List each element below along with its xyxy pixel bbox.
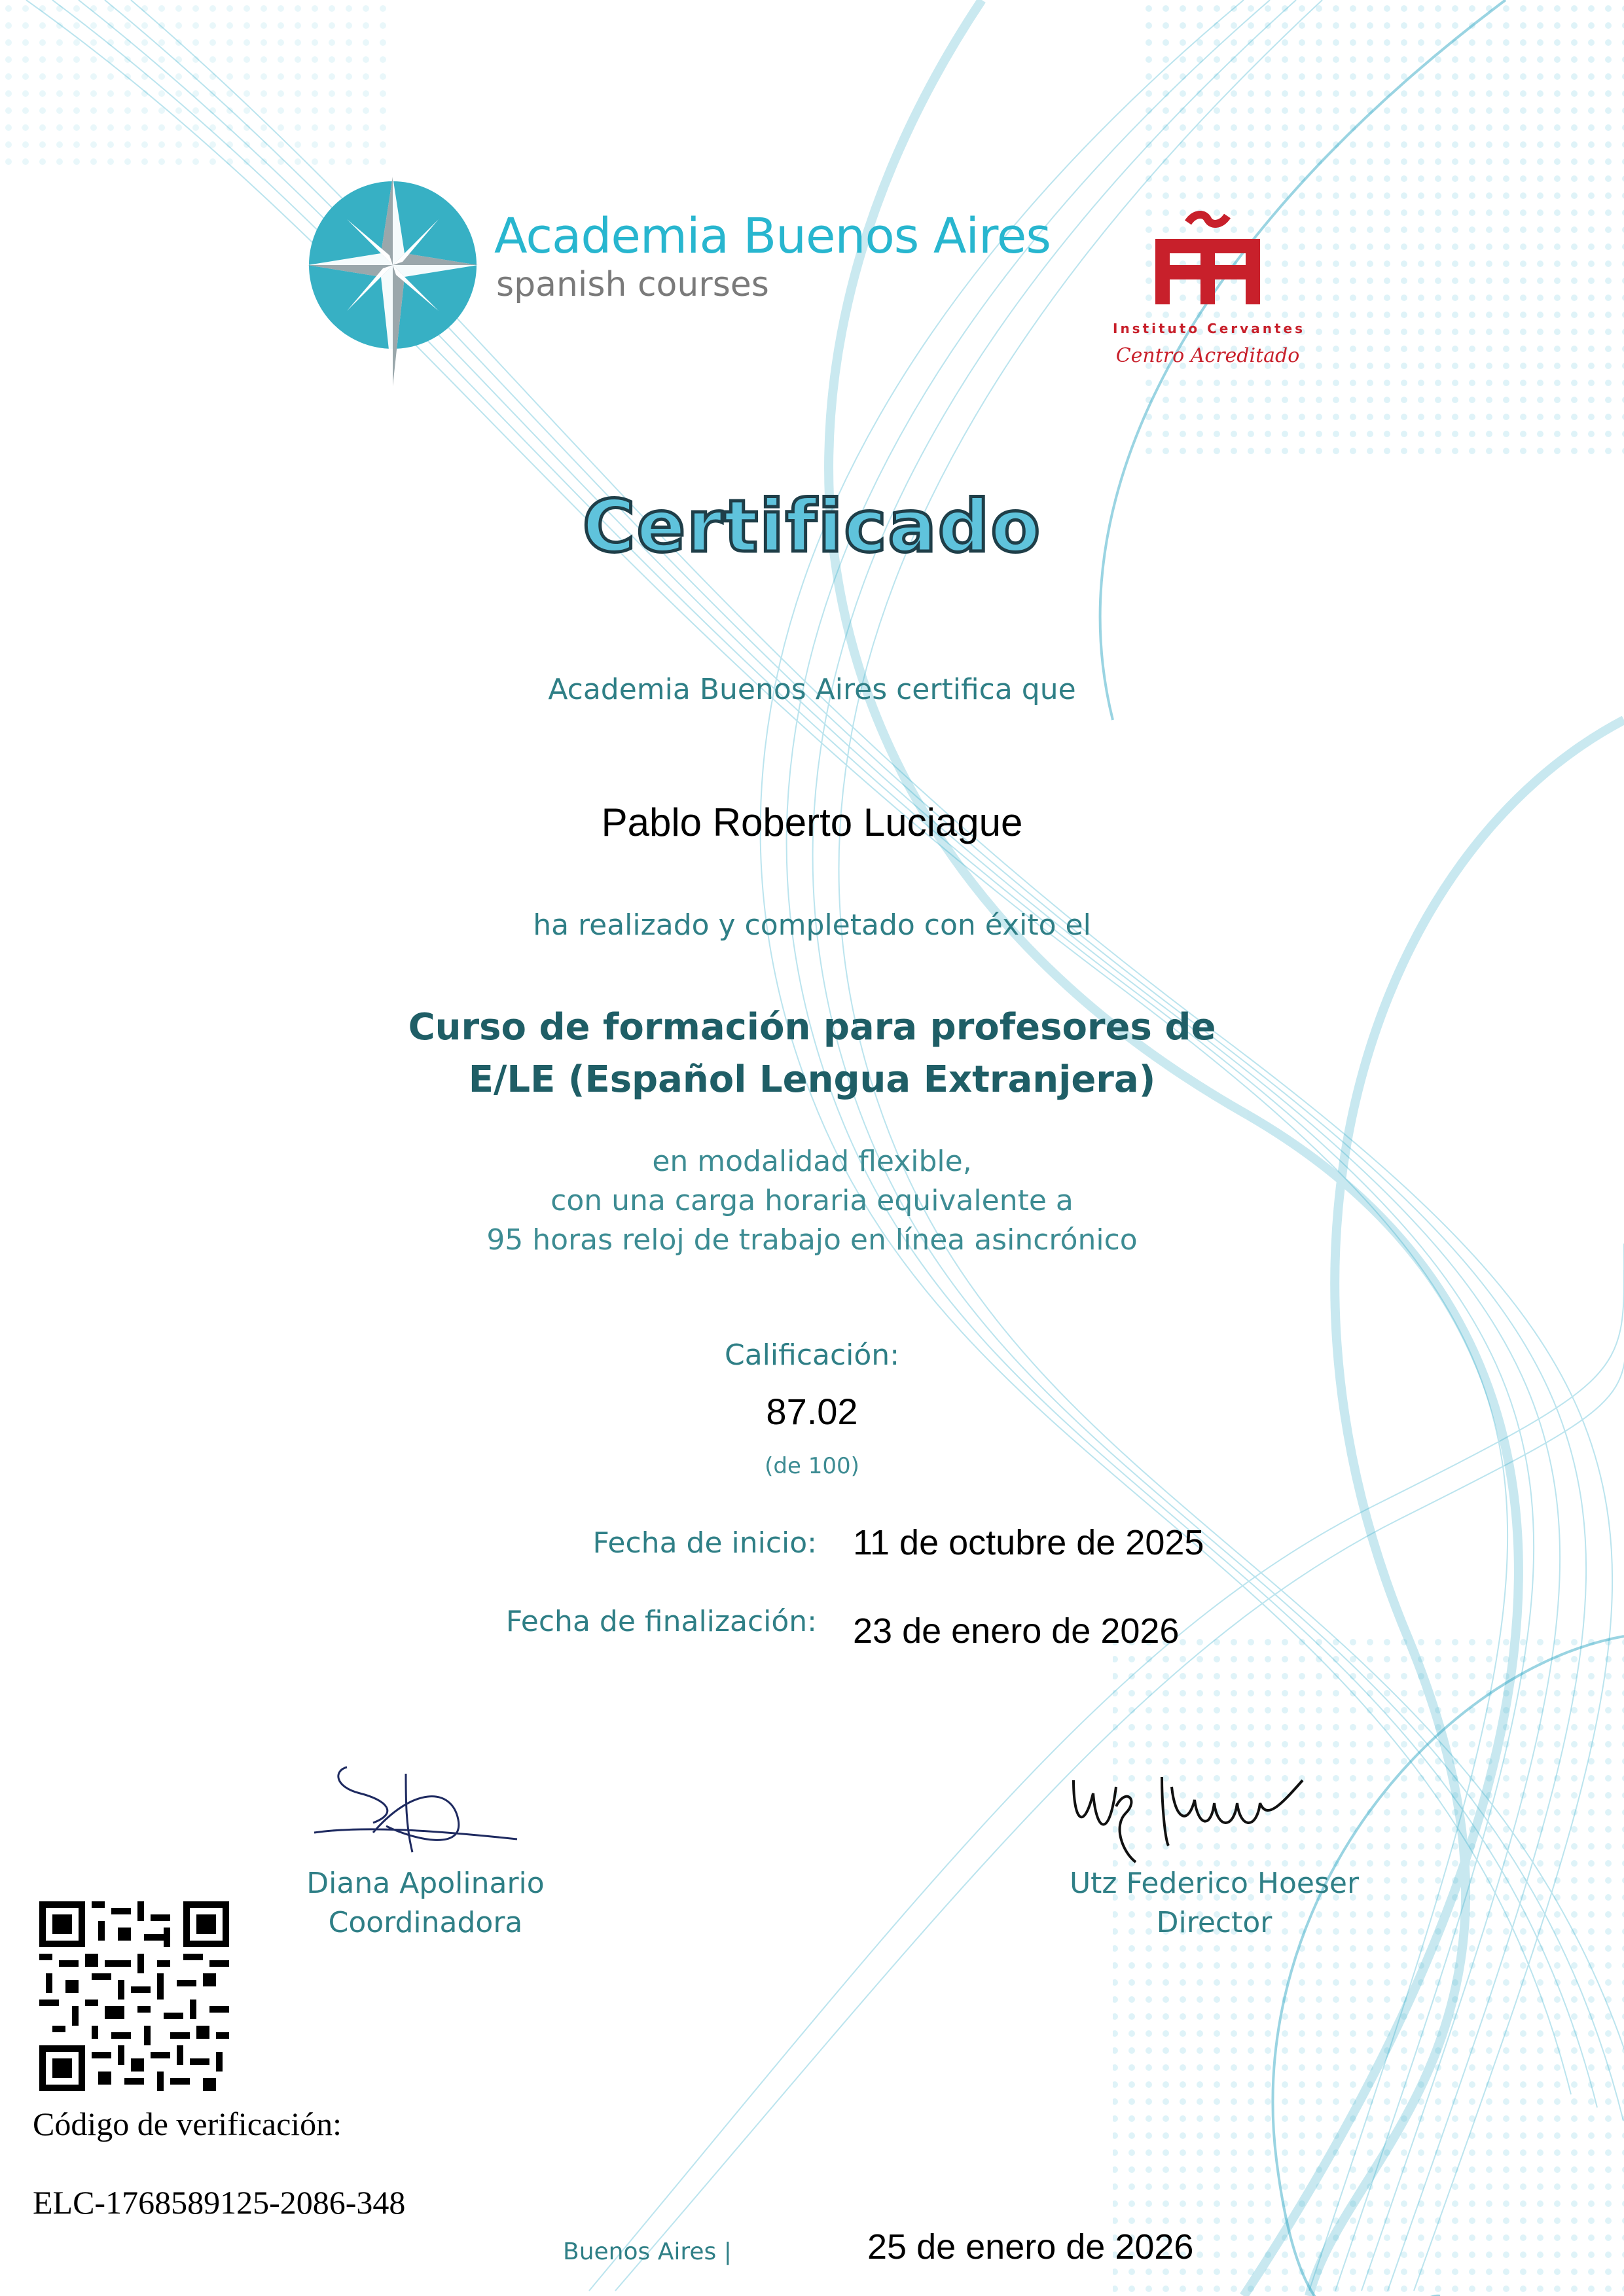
course-modality: [0, 1142, 1624, 1260]
end-date-value: 23 de enero de 2026: [853, 1611, 1180, 1651]
recipient-name: Pablo Roberto Luciague: [601, 800, 1023, 844]
course-name: [0, 1001, 1624, 1106]
director-signature: [1064, 1767, 1312, 1865]
partner-status: Centro Acreditado: [1115, 344, 1300, 367]
verification-label: Código de verificación:: [33, 2106, 342, 2142]
coordinator-role: Coordinadora: [328, 1906, 523, 1939]
course-name-line-1: Curso de formación para profesores de: [408, 1006, 1216, 1049]
course-name-line-2: E/LE (Español Lengua Extranjera): [468, 1058, 1156, 1101]
grade-label: Calificación:: [724, 1338, 900, 1372]
coordinator-name: Diana Apolinario: [306, 1867, 545, 1900]
grade-value: 87.02: [766, 1391, 858, 1432]
start-date-label: Fecha de inicio:: [592, 1526, 817, 1560]
modality-line-1: en modalidad flexible,: [652, 1145, 972, 1178]
compass-star-icon: [308, 177, 478, 386]
director-name: Utz Federico Hoeser: [1069, 1867, 1360, 1900]
modality-line-2: con una carga horaria equivalente a: [550, 1184, 1074, 1217]
verification-code: ELC-1768589125-2086-348: [33, 2184, 406, 2221]
coordinator-signature: [308, 1761, 530, 1859]
issue-date: 25 de enero de 2026: [867, 2227, 1194, 2267]
brand-name: Academia Buenos Aires: [494, 208, 1051, 264]
partner-name: Instituto Cervantes: [1113, 321, 1305, 336]
director-role: Director: [1156, 1906, 1272, 1939]
start-date-value: 11 de octubre de 2025: [853, 1523, 1204, 1562]
instituto-cervantes-emblem-icon: [1139, 209, 1276, 314]
grade-scale: (de 100): [765, 1453, 859, 1479]
completion-text: ha realizado y completado con éxito el: [533, 908, 1091, 942]
end-date-label: Fecha de finalización:: [505, 1605, 817, 1638]
issue-place: Buenos Aires |: [563, 2238, 732, 2265]
brand-tagline: spanish courses: [496, 265, 769, 304]
director-block: [1034, 1864, 1394, 1943]
qr-code-icon[interactable]: [39, 1901, 229, 2091]
coordinator-block: [268, 1864, 583, 1943]
certificate-title: Certificado: [582, 484, 1042, 568]
intro-text: Academia Buenos Aires certifica que: [548, 673, 1076, 706]
modality-line-3: 95 horas reloj de trabajo en línea asincrónico: [486, 1223, 1138, 1257]
